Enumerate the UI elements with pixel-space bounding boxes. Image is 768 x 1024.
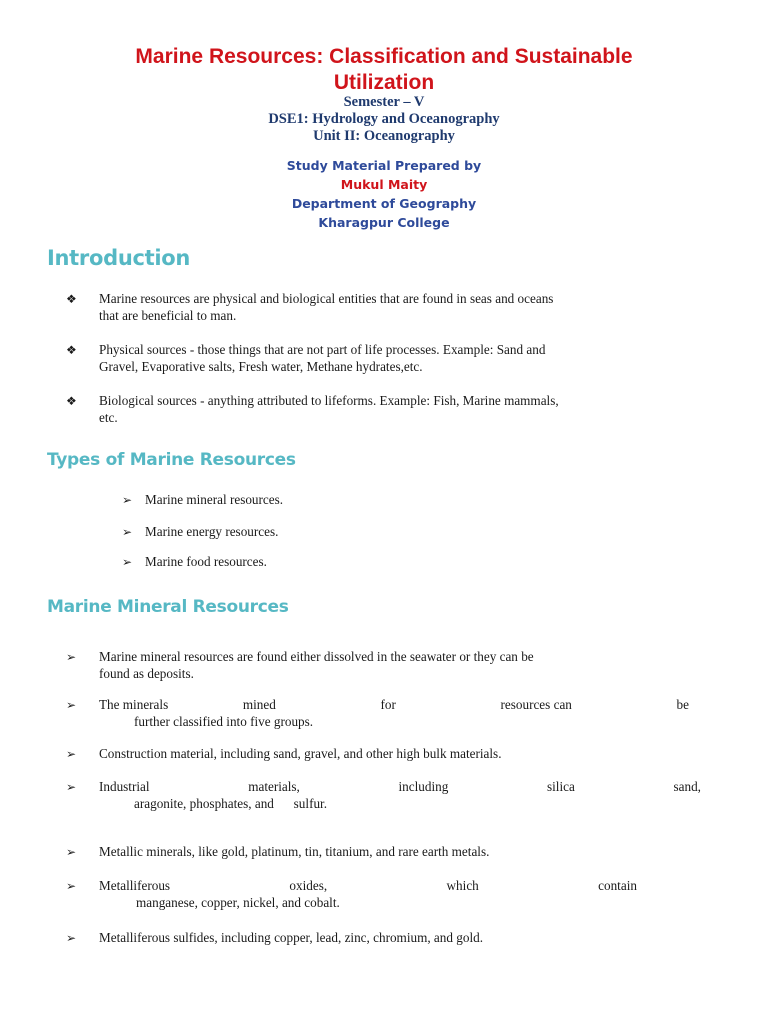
semester: Semester – V	[343, 94, 425, 110]
arrow-bullet-icon: ➢	[66, 747, 77, 761]
arrow-bullet-icon: ➢	[66, 698, 77, 712]
diamond-bullet-icon: ❖	[66, 394, 77, 408]
department: Department of Geography	[291, 196, 477, 211]
diamond-bullet-icon: ❖	[66, 343, 77, 357]
arrow-bullet-icon: ➢	[66, 845, 77, 859]
course-name: DSE1: Hydrology and Oceanography	[268, 111, 500, 127]
author-name: Mukul Maity	[340, 177, 428, 192]
unit-name: Unit II: Oceanography	[313, 128, 455, 144]
arrow-bullet-icon: ➢	[66, 780, 77, 794]
arrow-bullet-icon: ➢	[122, 525, 133, 539]
introduction-heading: Introduction	[47, 246, 191, 270]
types-heading: Types of Marine Resources	[47, 450, 296, 470]
document-page: Marine Resources: Classification and Sustainable Utilization Semester – V DSE1: Hydrology and Oceanography Unit II: Oceanography Study Material Prepared by Mukul Maity Department of Geography Kharagpur College Introduction ❖ Marine resources are physical and biological entities that are found in seas and oceans that are beneficial to man. ❖ Physical sources - those things that are not part of life processes. Example: Sand and Gravel, Evaporative salts, Fresh water, Methane hydrates,etc. ❖ Biological sources - anything attributed to lifeforms. Example: Fish, Marine mammals, etc. Types of Marine Resources ➢ Marine mineral resources. ➢ Marine energy resources. ➢ Marine food resources. Marine Mineral Resources ➢ Marine mineral resources are found either dissolved in the seawater or they can be found as deposits. ➢ The minerals mined for resources can be further classified into five groups. ➢ Construction material, including sand, gravel, and other high bulk materials. ➢ Industrial materials, including silica sand, aragonite, phosphates, and sulfur. ➢ Metallic minerals, like gold, platinum, tin, titanium, and rare earth metals. ➢ Metalliferous oxides, which contain manganese, copper, nickel, and cobalt. ➢ Metalliferous sulfides, including copper, lead, zinc, chromium, and gold.	[0, 0, 768, 1024]
arrow-bullet-icon: ➢	[66, 931, 77, 945]
document-title: Marine Resources: Classification and Sustainable Utilization	[135, 45, 633, 94]
mineral-heading: Marine Mineral Resources	[47, 597, 289, 617]
diamond-bullet-icon: ❖	[66, 292, 77, 306]
arrow-bullet-icon: ➢	[66, 879, 77, 893]
college: Kharagpur College	[318, 215, 450, 230]
arrow-bullet-icon: ➢	[66, 650, 77, 664]
arrow-bullet-icon: ➢	[122, 555, 133, 569]
prepared-by: Study Material Prepared by	[286, 158, 482, 173]
arrow-bullet-icon: ➢	[122, 493, 133, 507]
